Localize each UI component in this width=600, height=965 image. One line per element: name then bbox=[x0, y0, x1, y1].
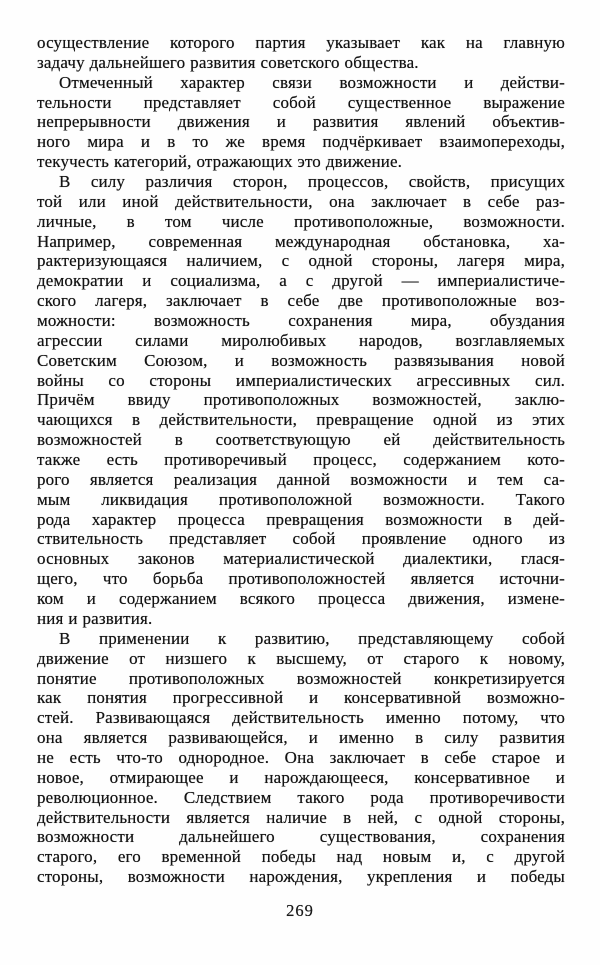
text-line: рода характер процесса превращения возможности в дей- bbox=[37, 509, 565, 529]
text-line: рактеризующаяся наличием, с одной стороны, лагеря мира, bbox=[37, 251, 565, 271]
text-line: агрессии силами миролюбивых народов, возглавляемых bbox=[37, 330, 565, 350]
text-line: также есть противоречивый процесс, содержанием кото- bbox=[37, 450, 565, 470]
text-block bbox=[37, 33, 565, 887]
text-line: щего, что борьба противоположностей является источни- bbox=[37, 569, 565, 589]
text-line: ного мира и в то же время подчёркивает взаимопереходы, bbox=[37, 132, 565, 152]
text-line: ния и развития. bbox=[37, 608, 153, 628]
text-line: ствительность представляет собой проявление одного из bbox=[37, 529, 565, 549]
text-line: той или иной действительности, она заключает в себе раз- bbox=[37, 191, 565, 211]
text-line: Например, современная международная обстановка, ха- bbox=[37, 231, 565, 251]
text-line: мым ликвидация противоположной возможности. Такого bbox=[37, 489, 565, 509]
text-line: рого является реализация данной возможности и тем са- bbox=[37, 469, 565, 489]
text-line: старого, его временной победы над новым и, с другой bbox=[37, 847, 565, 867]
text-line: личные, в том числе противоположные, возможности. bbox=[37, 211, 565, 231]
text-line: непрерывности движения и развития явлений объектив- bbox=[37, 112, 565, 132]
text-line: задачу дальнейшего развития советского общества. bbox=[37, 52, 419, 72]
text-line: основных законов материалистической диалектики, глася- bbox=[37, 549, 565, 569]
text-line: ского лагеря, заключает в себе две противоположные воз- bbox=[37, 291, 565, 311]
text-line: не есть что-то однородное. Она заключает в себе старое и bbox=[37, 747, 565, 767]
text-line: как понятия прогрессивной и консервативной возможно- bbox=[37, 688, 565, 708]
text-line: Причём ввиду противоположных возможностей, заклю- bbox=[37, 390, 565, 410]
text-line: можности: возможность сохранения мира, обуздания bbox=[37, 311, 565, 331]
text-line: понятие противоположных возможностей конкретизируется bbox=[37, 668, 565, 688]
text-line: возможностей в соответствующую ей действительность bbox=[37, 430, 565, 450]
text-line: движение от низшего к высшему, от старого к новому, bbox=[37, 648, 565, 668]
page-number: 269 bbox=[286, 901, 314, 920]
text-line: новое, отмирающее и нарождающееся, консервативное и bbox=[37, 767, 565, 787]
text-line: стей. Развивающаяся действительность именно потому, что bbox=[37, 708, 565, 728]
text-line: В применении к развитию, представляющему собой bbox=[59, 628, 565, 648]
text-line: чающихся в действительности, превращение одной из этих bbox=[37, 410, 565, 430]
text-line: стороны, возможности нарождения, укрепления и победы bbox=[37, 867, 565, 887]
text-line: она является развивающейся, и именно в силу развития bbox=[37, 728, 565, 748]
text-line: войны со стороны империалистических агрессивных сил. bbox=[37, 370, 565, 390]
text-line: осуществление которого партия указывает как на главную bbox=[37, 33, 565, 52]
text-line: В силу различия сторон, процессов, свойств, присущих bbox=[59, 172, 565, 192]
text-line: демократии и социализма, а с другой — империалистиче- bbox=[37, 271, 565, 291]
text-line: революционное. Следствием такого рода противоречивости bbox=[37, 787, 565, 807]
text-line: Советским Союзом, и возможность развязывания новой bbox=[37, 350, 565, 370]
text-line: текучесть категорий, отражающих это движение. bbox=[37, 152, 403, 172]
text-line: возможности дальнейшего существования, сохранения bbox=[37, 827, 565, 847]
text-line: действительности является наличие в ней, с одной стороны, bbox=[37, 807, 565, 827]
text-line: ком и содержанием всякого процесса движения, измене- bbox=[37, 589, 565, 609]
text-line: тельности представляет собой существенное выражение bbox=[37, 92, 565, 112]
text-line: Отмеченный характер связи возможности и действи- bbox=[59, 72, 565, 92]
